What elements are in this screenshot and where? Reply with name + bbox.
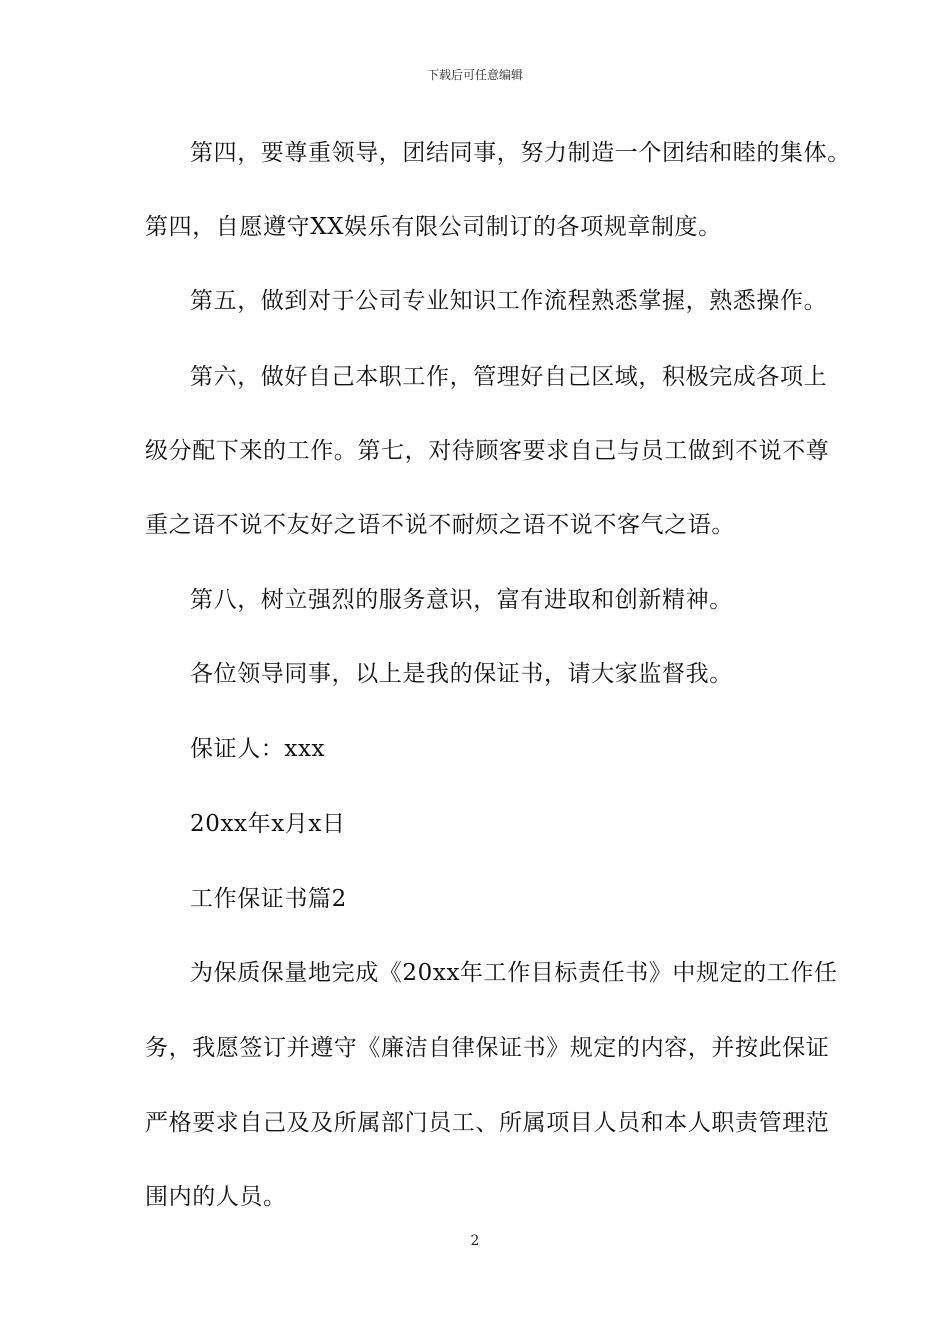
paragraph-line: 务，我愿签订并遵守《廉洁自律保证书》规定的内容，并按此保证 <box>145 1035 830 1061</box>
page-header: 下载后可任意编辑 <box>426 68 523 82</box>
paragraph-line: 第八，树立强烈的服务意识，富有进取和创新精神。 <box>190 587 733 613</box>
paragraph-line: 严格要求自己及及所属部门员工、所属项目人员和本人职责管理范 <box>145 1110 830 1136</box>
signatory-line: 保证人：xxx <box>190 736 326 762</box>
page-number: 2 <box>470 1233 480 1249</box>
date-line: 20xx年x月x日 <box>190 811 346 837</box>
paragraph-line: 为保质保量地完成《20xx年工作目标责任书》中规定的工作任 <box>190 960 838 986</box>
paragraph-line: 围内的人员。 <box>145 1184 287 1210</box>
section-heading: 工作保证书篇2 <box>190 886 347 912</box>
paragraph-line: 第四，自愿遵守XX娱乐有限公司制订的各项规章制度。 <box>145 214 722 240</box>
paragraph-line: 各位领导同事，以上是我的保证书，请大家监督我。 <box>190 661 733 687</box>
paragraph-line: 第五，做到对于公司专业知识工作流程熟悉掌握，熟悉操作。 <box>190 288 828 314</box>
paragraph-line: 第四，要尊重领导，团结同事，努力制造一个团结和睦的集体。 <box>190 140 851 166</box>
paragraph-line: 级分配下来的工作。第七，对待顾客要求自己与员工做到不说不尊 <box>145 438 830 464</box>
paragraph-line: 重之语不说不友好之语不说不耐烦之语不说不客气之语。 <box>145 512 735 538</box>
paragraph-line: 第六，做好自己本职工作，管理好自己区域，积极完成各项上 <box>190 364 828 390</box>
